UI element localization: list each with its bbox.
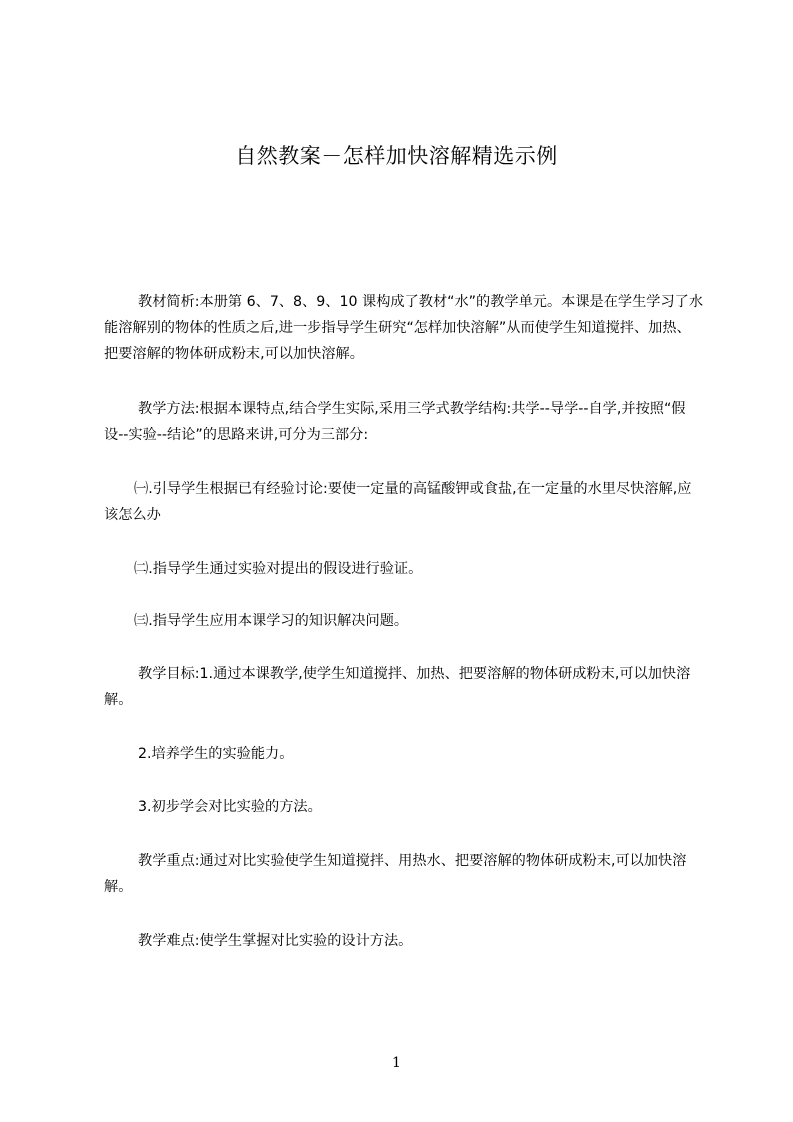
paragraph-text: 3.初步学会对比实验的方法。 xyxy=(138,799,322,815)
paragraph-textbook-analysis xyxy=(104,289,704,367)
paragraph-key-point xyxy=(104,848,704,900)
paragraph-text: 教学重点:通过对比实验使学生知道搅拌、用热水、把要溶解的物体研成粉末,可以加快溶解。 xyxy=(104,853,687,895)
paragraph-text: ㈢.指导学生应用本课学习的知识解决问题。 xyxy=(134,613,409,629)
paragraph-goal-two xyxy=(104,741,704,767)
paragraph-text: 教学目标:1.通过本课教学,使学生知道搅拌、加热、把要溶解的物体研成粉末,可以加快溶解。 xyxy=(104,666,691,708)
paragraph-text: 2.培养学生的实验能力。 xyxy=(138,746,294,762)
paragraph-part-two xyxy=(104,556,704,582)
paragraph-text: 教学方法:根据本课特点,结合学生实际,采用三学式教学结构:共学--导学--自学,并按照“假设--实验--结论”的思路来讲,可分为三部分: xyxy=(104,401,686,443)
page-number: 1 xyxy=(392,1055,401,1071)
paragraph-text: 教学难点:使学生掌握对比实验的设计方法。 xyxy=(138,933,413,949)
paragraph-part-three xyxy=(104,608,704,634)
paragraph-text: ㈡.指导学生通过实验对提出的假设进行验证。 xyxy=(134,561,423,577)
paragraph-part-one xyxy=(104,476,704,528)
paragraph-text: 教材简析:本册第 6、7、8、9、10 课构成了教材“水”的教学单元。本课是在学生学习了水能溶解别的物体的性质之后,进一步指导学生研究“怎样加快溶解”从而使学生知道搅拌、加热、把要溶解的物体研成粉末,可以加快溶解。 xyxy=(104,294,704,362)
paragraph-difficult-point xyxy=(104,928,704,954)
paragraph-teaching-goal xyxy=(104,661,704,713)
paragraph-teaching-method xyxy=(104,396,704,448)
paragraph-goal-three xyxy=(104,794,704,820)
document-title: 自然教案－怎样加快溶解精选示例 xyxy=(235,144,558,168)
paragraph-text: ㈠.引导学生根据已有经验讨论:要使一定量的高锰酸钾或食盐,在一定量的水里尽快溶解,应该怎么办 xyxy=(104,481,692,523)
